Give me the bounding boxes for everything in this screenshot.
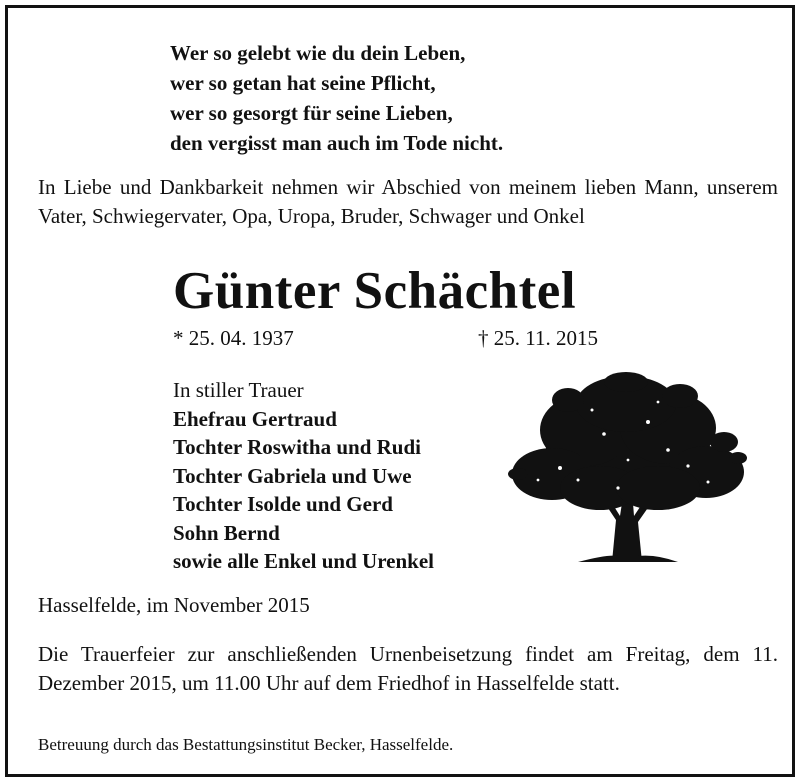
place-date: Hasselfelde, im November 2015 (38, 593, 310, 617)
poem-line: wer so getan hat seine Pflicht, (170, 71, 436, 95)
mourners-heading: In stiller Trauer (173, 378, 304, 402)
mourner-name: Tochter Gabriela und Uwe (173, 463, 412, 488)
deceased-name: Günter Schächtel (173, 262, 577, 320)
mourner-name: Ehefrau Gertraud (173, 406, 337, 431)
poem (170, 38, 503, 158)
mourner-name: sowie alle Enkel und Urenkel (173, 549, 434, 573)
birth-date: * 25. 04. 1937 (173, 326, 294, 350)
funeral-info: Die Trauerfeier zur anschließenden Urnenbeisetzung findet am Freitag, dem 11. Dezember 2015, um 11.00 Uhr auf dem Friedhof in Hasselfelde statt. (38, 642, 778, 695)
obituary-notice (5, 5, 795, 777)
undertaker-note: Betreuung durch das Bestattungsinstitut Becker, Hasselfelde. (38, 735, 454, 754)
mourners-list (173, 376, 434, 576)
mourner-name: Tochter Roswitha und Rudi (173, 435, 421, 459)
death-date: † 25. 11. 2015 (478, 326, 598, 350)
poem-line: wer so gesorgt für seine Lieben, (170, 101, 453, 125)
mourner-name: Tochter Isolde und Gerd (173, 492, 393, 516)
poem-line: den vergisst man auch im Tode nicht. (170, 131, 504, 155)
tree-icon (508, 370, 748, 570)
intro-text: In Liebe und Dankbarkeit nehmen wir Abschied von meinem lieben Mann, unserem Vater, Schwiegervater, Opa, Uropa, Bruder, Schwager und Onkel (38, 175, 778, 228)
poem-line: Wer so gelebt wie du dein Leben, (170, 41, 466, 65)
mourner-name: Sohn Bernd (173, 520, 280, 545)
